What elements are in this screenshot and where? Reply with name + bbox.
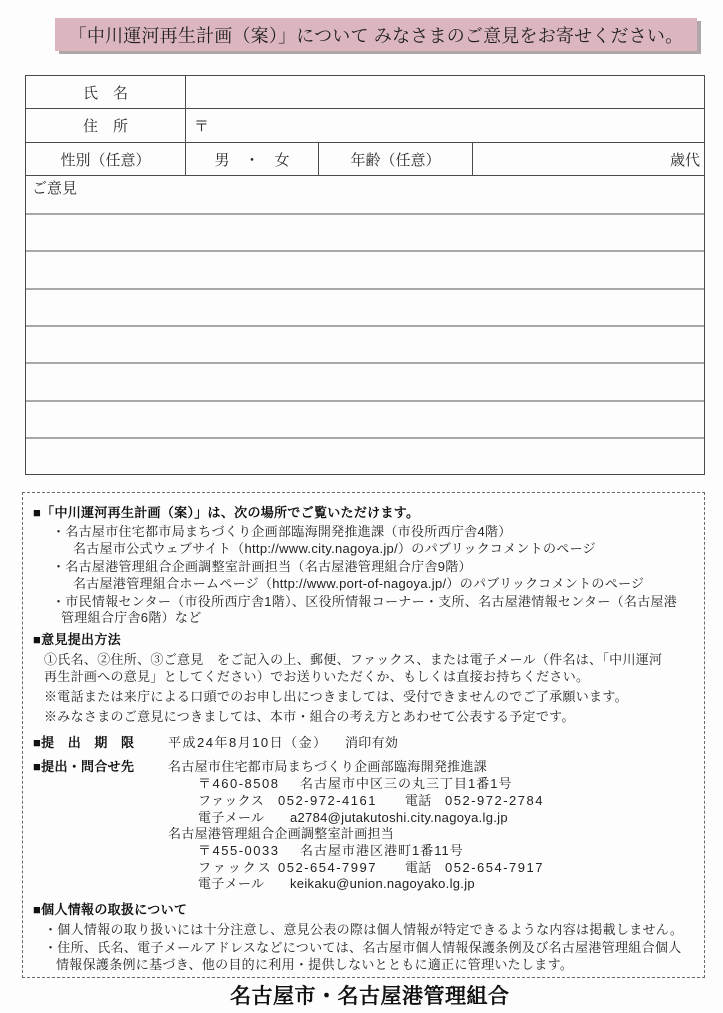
contact-email-label: 電子メール <box>198 810 265 825</box>
contact-email: keikaku@union.nagoyako.lg.jp <box>290 876 475 891</box>
name-label: 氏 名 <box>82 84 128 102</box>
gender-options: 男 ・ 女 <box>214 151 290 169</box>
viewing-place-line: ・名古屋市住宅都市局まちづくり企画部臨海開発推進課（市役所西庁舎4階） <box>52 524 512 539</box>
contact-tel: 052-972-2784 <box>445 793 544 808</box>
age-label: 年齢（任意） <box>350 151 441 169</box>
opinion-label: ご意見 <box>32 179 78 197</box>
contact-postal: 〒460-8508 <box>198 776 280 791</box>
viewing-heading: ■「中川運河再生計画（案）」は、次の場所でご覧いただけます。 <box>33 505 420 520</box>
viewing-place-line: 名古屋市公式ウェブサイト（http://www.city.nagoya.jp/）のパブリックコメントのページ <box>73 541 596 556</box>
submission-line: 再生計画への意見」としてください）でお送りいただくか、もしくは直接お持ちください。 <box>44 669 590 684</box>
opinion-writing-line <box>26 325 704 327</box>
contact-fax: 052-654-7997 <box>278 860 377 875</box>
deadline-note: 消印有効 <box>345 735 399 750</box>
age-suffix: 歳代 <box>669 151 700 169</box>
opinion-writing-line <box>26 400 704 402</box>
contact-tel-label: 電話 <box>405 793 432 808</box>
opinion-writing-line <box>26 213 704 215</box>
name-field <box>186 76 704 108</box>
viewing-place-line: ・市民情報センター（市役所西庁舎1階）、区役所情報コーナー・支所、名古屋港情報センター（名古屋港 <box>52 594 678 609</box>
contact-postal: 〒455-0033 <box>198 843 280 858</box>
contact-fax: 052-972-4161 <box>278 793 377 808</box>
contacts-heading: ■提出・問合せ先 <box>33 759 135 774</box>
contact-address: 名古屋市中区三の丸三丁目1番1号 <box>300 776 513 791</box>
deadline-date: 平成24年8月10日（金） <box>168 735 328 750</box>
banner-title: 「中川運河再生計画（案）」について みなさまのご意見をお寄せください。 <box>68 25 684 46</box>
contact-email-label: 電子メール <box>198 876 265 891</box>
address-label: 住 所 <box>82 118 128 135</box>
deadline-heading: ■提 出 期 限 <box>33 735 135 750</box>
contact-org: 名古屋市住宅都市局まちづくり企画部臨海開発推進課 <box>168 759 488 774</box>
opinion-writing-line <box>26 437 704 439</box>
opinion-writing-line <box>26 250 704 252</box>
submission-line: ※みなさまのご意見につきましては、本市・組合の考え方とあわせて公表する予定です。 <box>44 709 575 724</box>
contact-tel: 052-654-7917 <box>445 860 544 875</box>
contact-fax-label: ファックス <box>198 860 273 875</box>
privacy-line: ・個人情報の取り扱いには十分注意し、意見公表の際は個人情報が特定できるような内容は掲載しません。 <box>44 922 684 937</box>
contact-email: a2784@jutakutoshi.city.nagoya.lg.jp <box>290 810 508 825</box>
viewing-place-line: ・名古屋港管理組合企画調整室計画担当（名古屋港管理組合庁舎9階） <box>52 559 472 574</box>
title-banner <box>55 18 697 51</box>
contact-org: 名古屋港管理組合企画調整室計画担当 <box>168 826 395 841</box>
privacy-line: 情報保護条例に基づき、他の目的に利用・提供しないとともに適正に管理いたします。 <box>56 957 574 972</box>
contact-fax-label: ファックス <box>198 793 265 808</box>
contact-address: 名古屋市港区港町1番11号 <box>300 843 464 858</box>
opinion-writing-line <box>26 362 704 364</box>
viewing-place-line: 名古屋港管理組合ホームページ（http://www.port-of-nagoya.jp/）のパブリックコメントのページ <box>73 576 645 591</box>
comment-form <box>25 75 705 475</box>
viewing-place-line: 管理組合庁舎6階）など <box>61 610 202 625</box>
submission-line: ※電話または来庁による口頭でのお申し出につきましては、受付できませんのでご了承願います。 <box>44 689 628 704</box>
privacy-line: ・住所、氏名、電子メールアドレスなどについては、名古屋市個人情報保護条例及び名古屋港管理組合個人 <box>44 940 682 955</box>
contact-tel-label: 電話 <box>405 860 432 875</box>
address-field <box>216 109 704 142</box>
privacy-heading: ■個人情報の取扱について <box>33 902 188 917</box>
footer-organization: 名古屋市・名古屋港管理組合 <box>230 985 510 1008</box>
postal-mark: 〒 <box>194 118 210 135</box>
submission-heading: ■意見提出方法 <box>33 632 121 647</box>
opinion-writing-line <box>26 288 704 290</box>
gender-label: 性別（任意） <box>60 151 151 169</box>
submission-line: ①氏名、②住所、③ご意見 をご記入の上、郵便、ファックス、または電子メール（件名は、「中川運河 <box>44 652 663 667</box>
